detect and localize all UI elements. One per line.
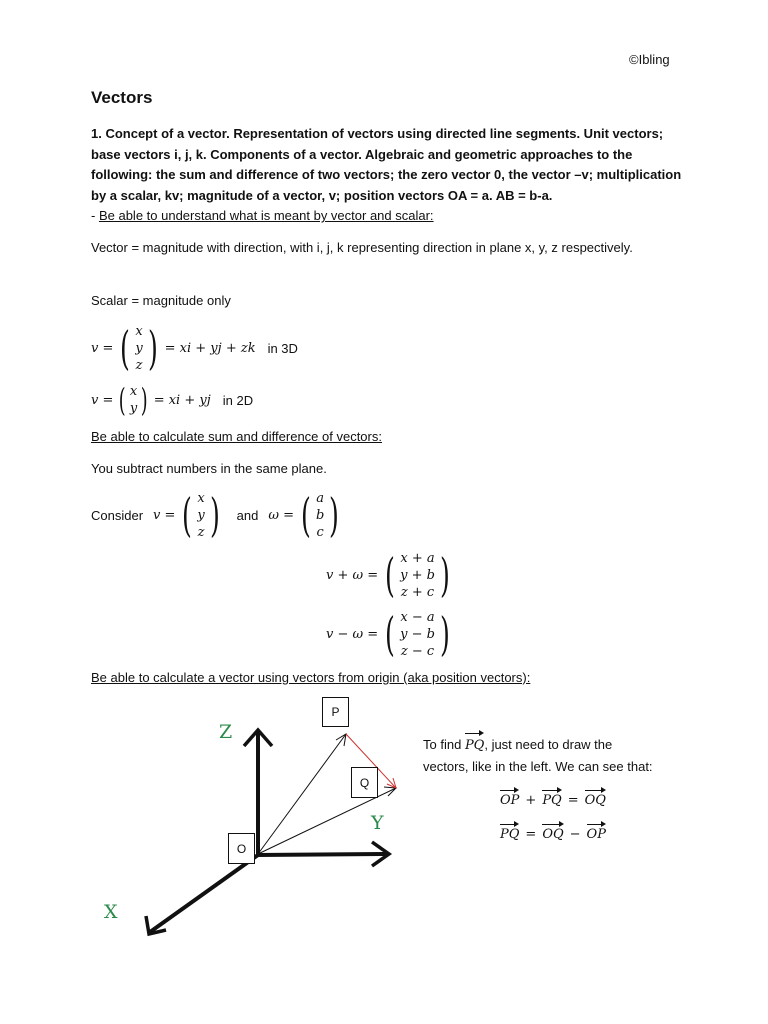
syllabus-text: 1. Concept of a vector. Representation of vectors using directed line segments. Unit vectors; base vectors i, j, k. Components of a vector. Algebraic and geometric approaches to the following: the sum and difference of two vectors; the zero vector 0, the vector –v; multiplication by a scalar, kv; magnitude of a vector, v; position vectors OA = a. AB = b-a. — [91, 126, 682, 203]
r2-op: OP — [586, 827, 606, 842]
difference-equation — [326, 607, 454, 661]
objective-1 — [91, 206, 434, 227]
eq3d-lhs: v = — [91, 340, 114, 356]
r2-minus: − — [569, 827, 581, 842]
equation-2d — [91, 381, 254, 419]
subtract-note: You subtract numbers in the same plane. — [91, 461, 327, 476]
equation-3d — [91, 321, 298, 375]
find-prefix: To find — [423, 737, 462, 752]
consider-word: Consider — [91, 507, 144, 523]
v3: z — [197, 524, 205, 540]
sum-r3: z + c — [400, 584, 435, 600]
eq2d-c2: y — [129, 401, 138, 416]
find-pq-text — [423, 735, 723, 777]
origin-o-label: O — [228, 833, 255, 864]
eq2d-rhs: = xi + yj — [153, 392, 211, 408]
w2: b — [315, 507, 325, 523]
r1-pq: PQ — [542, 793, 562, 808]
objective-1-prefix: - — [91, 208, 99, 223]
diff-r2: y − b — [400, 626, 435, 642]
eq2d-lhs: v = — [91, 392, 114, 408]
eq3d-c3: z — [135, 357, 143, 373]
oq-arrowhead — [384, 787, 396, 796]
eq2d-c1: x — [129, 384, 138, 399]
x-axis — [150, 855, 258, 932]
copyright-notice: ©Ibling — [629, 52, 670, 67]
consider-v-lhs: v = — [153, 507, 176, 523]
r1-equals: = — [567, 793, 579, 808]
scalar-definition: Scalar = magnitude only — [91, 293, 231, 308]
consider-v-vector: ( x y z ) — [182, 488, 220, 542]
objective-2: Be able to calculate sum and difference of vectors: — [91, 429, 382, 444]
eq3d-c2: y — [135, 340, 143, 356]
page-title: Vectors — [91, 88, 153, 107]
r1-plus: + — [525, 793, 537, 808]
eq2d-vector: ( x y ) — [119, 381, 148, 419]
eq3d-rhs: = xi + yj + zk — [164, 340, 256, 356]
find-pq-vector: PQ — [465, 736, 484, 757]
w3: c — [316, 524, 324, 540]
diff-r3: z − c — [400, 643, 435, 659]
eq2d-tag: in 2D — [222, 392, 254, 408]
diff-lhs: v − ω = — [326, 626, 379, 642]
find-line2: vectors, like in the left. We can see that: — [423, 758, 653, 774]
consider-and: and — [236, 507, 259, 523]
point-p-label: P — [322, 697, 349, 727]
y-axis — [258, 854, 388, 855]
point-q-label: Q — [351, 767, 378, 798]
consider-equation — [91, 488, 346, 542]
r2-equals: = — [525, 827, 537, 842]
sum-vector: ( x + a y + b z + c ) — [385, 548, 450, 602]
eq3d-tag: in 3D — [267, 340, 298, 356]
consider-w-lhs: ω = — [268, 507, 295, 523]
diff-r1: x − a — [400, 609, 435, 625]
w1: a — [316, 490, 325, 506]
consider-w-vector: ( a b c ) — [301, 488, 340, 542]
eq3d-vector: ( x y z ) — [120, 321, 158, 375]
sum-r2: y + b — [400, 567, 435, 583]
objective-3: Be able to calculate a vector using vectors from origin (aka position vectors): — [91, 670, 531, 685]
sum-r1: x + a — [400, 550, 435, 566]
r2-pq: PQ — [500, 827, 520, 842]
sum-equation — [326, 548, 454, 602]
y-axis-label: Y — [371, 812, 384, 834]
diff-vector: ( x − a y − b z − c ) — [385, 607, 450, 661]
eq3d-c1: x — [135, 323, 143, 339]
find-suffix: , just need to draw the — [484, 737, 613, 752]
r1-op: OP — [500, 793, 520, 808]
v2: y — [197, 507, 205, 523]
result-equation-1 — [500, 793, 606, 808]
op-vector — [258, 734, 346, 854]
r1-oq: OQ — [584, 793, 606, 808]
x-axis-label: X — [104, 901, 118, 923]
objective-1-text: Be able to understand what is meant by vector and scalar: — [98, 208, 434, 223]
sum-lhs: v + ω = — [326, 567, 379, 583]
v1: x — [197, 490, 205, 506]
z-axis-label: Z — [219, 721, 233, 743]
result-equation-2 — [500, 827, 606, 842]
vector-definition: Vector = magnitude with direction, with i, j, k representing direction in plane x, y, z respectively. — [91, 240, 633, 255]
r2-oq: OQ — [542, 827, 564, 842]
